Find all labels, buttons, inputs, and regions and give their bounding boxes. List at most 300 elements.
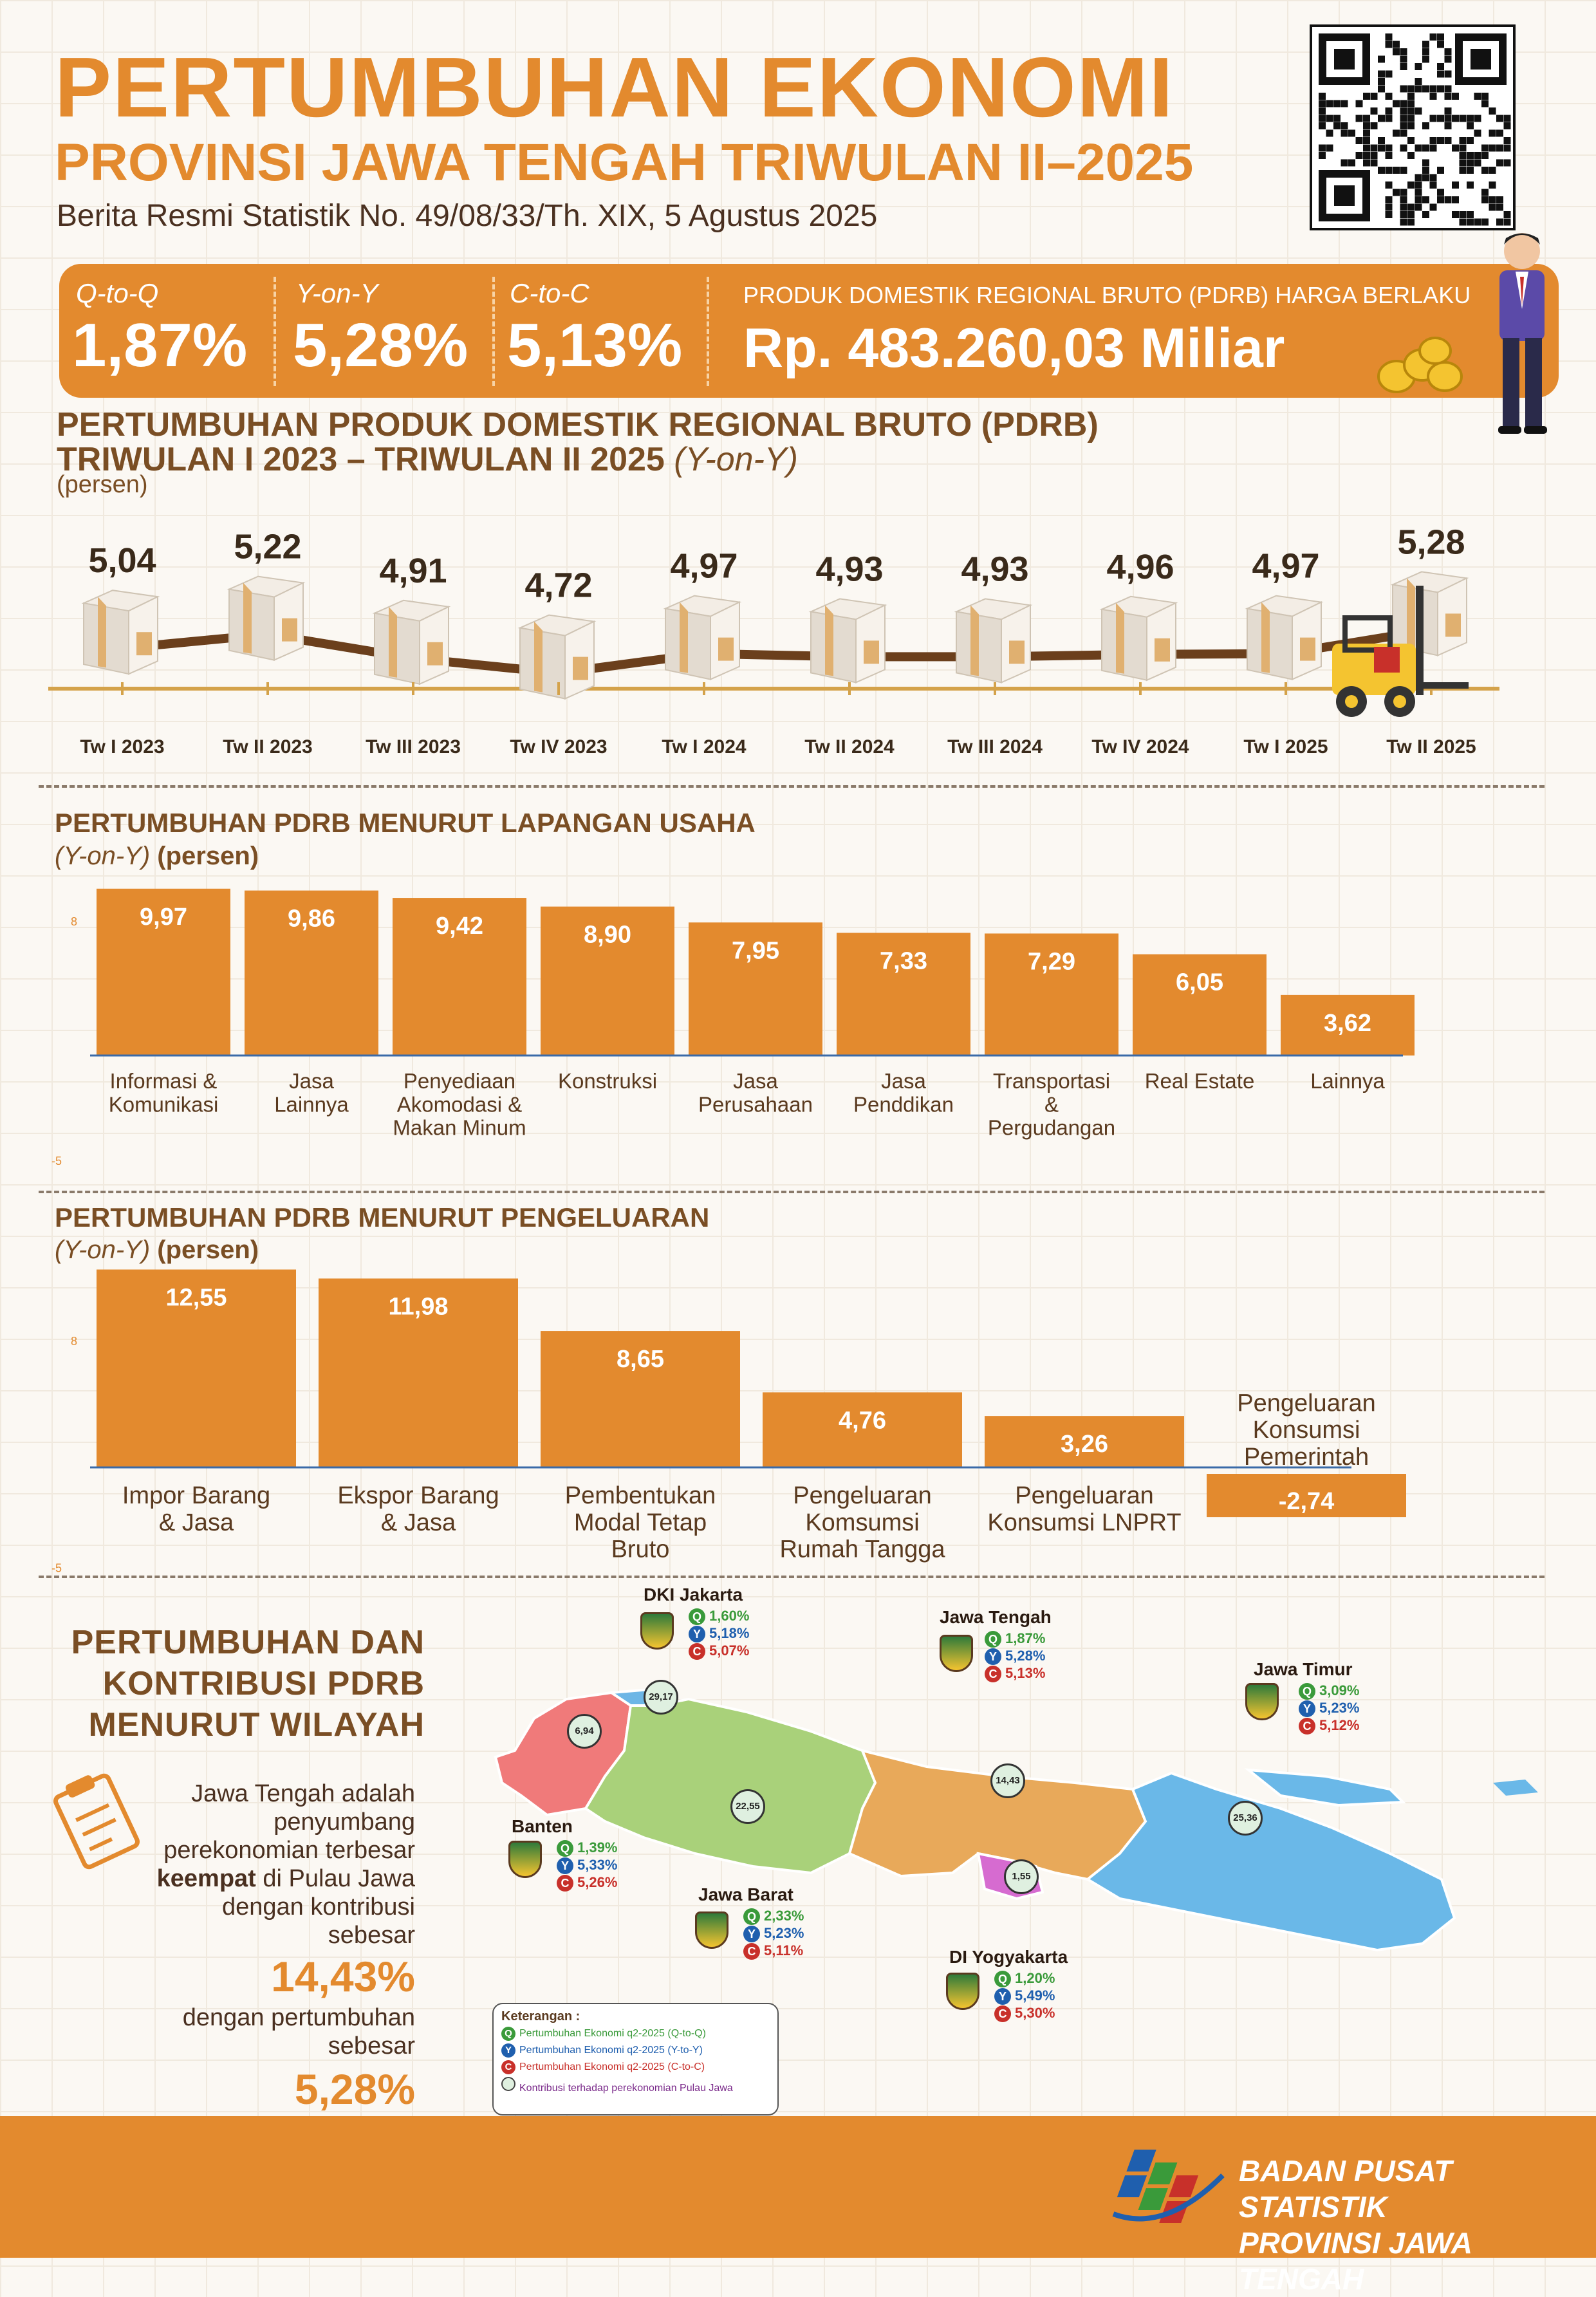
qr-module [1437,63,1444,70]
data-point-box [956,599,1030,682]
share-circle: 22,55 [730,1789,765,1824]
province-info [698,1884,804,1960]
qr-module [1400,63,1407,70]
data-point-box [229,577,303,660]
bar-chart-1-title: PERTUMBUHAN PDRB MENURUT LAPANGAN USAHA [55,808,756,838]
province-q-value: Q 2,33% [743,1908,804,1925]
qr-module [1326,145,1333,152]
province-name: Jawa Barat [698,1884,793,1904]
legend-q-text: Pertumbuhan Ekonomi q2-2025 (Q-to-Q) [519,2028,706,2039]
bar-value-label: 7,95 [732,937,779,965]
province-info [1254,1659,1359,1734]
qr-module [1460,115,1467,122]
qr-module [1430,174,1437,181]
qr-module [1467,211,1474,218]
qr-module [1445,48,1452,55]
qr-module [1430,33,1437,41]
bar-value-label: 6,05 [1176,969,1223,996]
region-title-line: MENURUT WILAYAH [88,1706,425,1744]
bar-value-label: 7,33 [880,947,927,975]
qr-module [1378,56,1385,63]
qr-module [1371,160,1378,167]
qr-module [1445,93,1452,100]
qr-module [1496,145,1503,152]
data-label: 5,22 [234,527,302,566]
bar-value-label: 8,65 [617,1346,664,1373]
qr-module [1378,137,1385,144]
qr-module [1386,93,1393,100]
q-badge-icon: Q [1299,1683,1315,1700]
category-label [122,1482,270,1536]
category-label [1310,1069,1385,1093]
category-label [988,1069,1115,1140]
pdrb-label: PRODUK DOMESTIK REGIONAL BRUTO (PDRB) HARGA BERLAKU [743,282,1471,308]
main-title: PERTUMBUHAN EKONOMI [55,40,1174,135]
qr-module [1363,152,1370,159]
qr-module [1504,145,1511,152]
category-label-line: Bruto [611,1536,670,1563]
data-label: 4,97 [1252,546,1320,586]
data-label: 4,93 [961,550,1029,589]
qr-module [1363,130,1370,137]
pdrb-yoy-line-chart [39,489,1557,772]
category-label [393,1069,526,1140]
province-c-value: C 5,12% [1299,1717,1359,1734]
province-q-value: Q 1,60% [689,1608,749,1625]
qr-module [1460,145,1467,152]
category-label-line: Jasa [881,1069,926,1093]
qr-module [1445,56,1452,63]
qr-module [1356,152,1363,159]
line-chart-title-period: TRIWULAN I 2023 – TRIWULAN II 2025 [57,441,665,478]
qr-module [1496,219,1503,226]
map-island [1493,1780,1538,1796]
category-label-line: & [1044,1092,1059,1117]
qr-module [1481,167,1489,174]
qr-module [1467,160,1474,167]
bar-value-label: 3,26 [1061,1431,1108,1458]
y-badge-icon: Y [689,1626,705,1642]
qr-module [1445,196,1452,203]
qr-module [1371,152,1378,159]
qr-module [1430,115,1437,122]
qr-module [1437,115,1444,122]
data-label: 4,96 [1106,547,1174,586]
qr-module [1481,189,1489,196]
qr-module [1400,130,1407,137]
qr-module [1504,160,1511,167]
map-jawa-barat [586,1699,875,1873]
province-y-value: Y 5,23% [1299,1700,1359,1717]
qr-module [1319,107,1326,115]
qr-module [1400,122,1407,129]
category-label-line: Lainnya [274,1092,349,1117]
footer-line-2: PROVINSI JAWA TENGAH [1239,2226,1472,2296]
qr-module [1356,115,1363,122]
category-label [1237,1390,1376,1471]
qr-module [1496,196,1503,203]
yoy-label: Y-on-Y [296,278,378,308]
qr-module [1445,137,1452,144]
category-label-line: Pengeluaran [1015,1482,1154,1509]
bar-chart-1-subtitle-italic: (Y-on-Y) [55,842,151,870]
province-name: DI Yogyakarta [949,1947,1068,1967]
qr-module [1452,196,1459,203]
qr-module [1489,107,1496,115]
qr-module [1496,204,1503,211]
desc-line [103,1865,415,1893]
share-circle: 6,94 [567,1714,602,1749]
bar-chart-1-subtitle-bold: (persen) [157,842,259,870]
section-divider [39,1576,1545,1578]
qr-module [1326,115,1333,122]
qr-module [1474,130,1481,137]
qr-module [1481,152,1489,159]
qr-module [1348,130,1355,137]
divider [492,277,495,386]
qr-module [1386,204,1393,211]
qr-module [1422,145,1429,152]
qr-module [1481,145,1489,152]
qr-module [1481,93,1489,100]
qr-module [1496,130,1503,137]
category-label-line: Rumah Tangga [779,1536,945,1563]
category-label-line: Jasa [289,1069,334,1093]
qr-module [1481,219,1489,226]
share-circle: 25,36 [1228,1801,1263,1836]
qr-module [1430,145,1437,152]
qr-module [1333,100,1341,107]
qr-module [1437,167,1444,174]
qr-module [1371,145,1378,152]
map-legend [492,2003,779,2116]
province-q-value: Q 1,20% [994,1970,1068,1987]
qr-module [1415,63,1422,70]
qr-module [1319,100,1326,107]
qr-module [1415,107,1422,115]
data-point-box [1393,572,1467,655]
qr-module [1430,86,1437,93]
desc-line: perekonomian terbesar [163,1837,415,1864]
divider [274,277,276,386]
category-label-line: & Jasa [380,1509,456,1536]
qr-module [1333,122,1341,129]
qtq-label: Q-to-Q [76,278,159,308]
category-label [565,1482,716,1563]
qr-module [1407,211,1415,218]
bar-value-label: 9,42 [436,913,483,940]
qr-module [1415,174,1422,181]
province-q-value: Q 1,39% [557,1839,617,1857]
category-label-line: Transportasi [992,1069,1111,1093]
qr-module [1481,196,1489,203]
qr-module [1422,167,1429,174]
desc-line: penyumbang [274,1809,415,1836]
qr-module [1422,56,1429,63]
qr-module [1407,107,1415,115]
province-y-value: Y 5,33% [557,1857,617,1874]
data-point-box [375,600,449,684]
qr-module [1430,137,1437,144]
x-tick-label: Tw I 2023 [80,736,165,758]
qr-module [1407,93,1415,100]
c-badge-icon: C [557,1875,573,1892]
businessman-illustration [1474,225,1570,444]
category-label [109,1069,219,1116]
bar-value-label: 12,55 [165,1284,227,1312]
qr-module [1504,137,1511,144]
data-label: 4,72 [524,566,593,605]
bar-value-label: 9,97 [140,903,187,931]
qr-module [1400,115,1407,122]
legend-c [501,2060,770,2074]
province-y-value: Y 5,23% [743,1925,804,1942]
qr-module [1386,41,1393,48]
x-tick-label: Tw II 2024 [804,736,895,758]
desc-bold: keempat [156,1865,256,1892]
qr-module [1474,160,1481,167]
legend-share [501,2077,770,2094]
category-label [853,1069,954,1116]
data-label: 4,97 [670,546,738,586]
qr-module [1474,93,1481,100]
pdrb-value: Rp. 483.260,03 Miliar [743,317,1285,379]
qr-module [1504,211,1511,218]
category-label [987,1482,1181,1536]
data-point-box [84,590,158,674]
qr-module [1467,115,1474,122]
qr-module [1467,219,1474,226]
category-label-line: Komsumsi [805,1509,920,1536]
qr-module [1407,86,1415,93]
category-label [1145,1069,1255,1093]
qr-module [1393,130,1400,137]
q-badge-icon: Q [689,1608,705,1625]
qr-module [1400,145,1407,152]
y-badge-icon: Y [994,1988,1011,2005]
bar-chart-2-tick-top: 8 [71,1335,78,1348]
bar-chart-2-subtitle-bold: (persen) [157,1236,259,1264]
qr-module [1489,145,1496,152]
qr-module [1467,181,1474,189]
qr-module [1400,219,1407,226]
qr-module [1452,181,1459,189]
bar-value-label: 9,86 [288,905,335,933]
data-label: 4,93 [815,550,884,589]
qr-module [1407,100,1415,107]
category-label-line: Konsumsi LNPRT [987,1509,1182,1536]
x-tick-label: Tw II 2025 [1386,736,1476,758]
bar-value-label: 4,76 [839,1407,886,1435]
category-label-line: Komunikasi [108,1092,219,1117]
qr-module [1415,204,1422,211]
bar-value-label: 11,98 [388,1293,449,1321]
qr-module [1415,86,1422,93]
qr-module [1489,196,1496,203]
category-label [274,1069,349,1116]
province-name: Jawa Tengah [940,1607,1052,1627]
qr-module [1460,219,1467,226]
qr-module [1393,167,1400,174]
qr-module [1415,145,1422,152]
qr-module [1400,204,1407,211]
qr-module [1378,78,1385,85]
region-description [103,1780,415,2118]
data-point-box [520,615,594,699]
qr-module [1319,145,1326,152]
bar-chart-2-tick-bottom: -5 [51,1561,62,1575]
qr-module [1452,115,1459,122]
qr-module [1445,115,1452,122]
province-info [644,1585,749,1660]
bar-value-label: 3,62 [1324,1009,1371,1037]
qr-module [1445,122,1452,129]
c-badge-icon: C [1299,1718,1315,1734]
qr-module [1415,181,1422,189]
y-badge-icon: Y [557,1857,573,1874]
ctc-value: 5,13% [507,311,683,380]
province-c-value: C 5,26% [557,1874,617,1892]
qr-module [1460,152,1467,159]
category-label-line: Akomodasi & [396,1092,523,1117]
qr-module [1504,122,1511,129]
legend-q [501,2027,770,2041]
x-tick-label: Tw IV 2023 [510,736,608,758]
qr-module [1407,122,1415,129]
qr-module [1363,115,1370,122]
qr-module [1386,196,1393,203]
yoy-value: 5,28% [293,311,469,380]
qr-module [1356,100,1363,107]
qr-module [1437,137,1444,144]
qr-module [1363,137,1370,144]
c-badge-icon: C [994,2005,1011,2022]
qr-module [1363,145,1370,152]
qr-module [1496,115,1503,122]
qr-module [1378,167,1385,174]
qr-module [1386,152,1393,159]
desc-line: dengan pertumbuhan [182,2004,415,2031]
share-circle: 29,17 [644,1680,678,1715]
qr-module [1407,152,1415,159]
qr-module [1415,196,1422,203]
qtq-value: 1,87% [72,311,248,380]
qr-module [1467,152,1474,159]
category-label-line: Pergudangan [987,1115,1116,1140]
category-label-line: Impor Barang [122,1482,271,1509]
category-label [337,1482,499,1536]
x-tick-label: Tw II 2023 [223,736,313,758]
qr-module [1437,41,1444,48]
category-label-line: Jasa [733,1069,778,1093]
qr-module [1437,196,1444,203]
province-info [512,1816,617,1892]
qr-module [1386,211,1393,218]
category-label-line: Real Estate [1144,1069,1255,1093]
section-divider [39,1191,1545,1193]
share-circle: 14,43 [990,1763,1025,1798]
bar-chart-1-subtitle [55,842,259,871]
footer-org [1239,2153,1596,2297]
qr-module [1437,33,1444,41]
release-note: Berita Resmi Statistik No. 49/08/33/Th. XIX, 5 Agustus 2025 [57,199,878,233]
qr-module [1386,145,1393,152]
qr-module [1326,130,1333,137]
qr-module [1481,100,1489,107]
qr-module [1415,189,1422,196]
province-y-value: Y 5,49% [994,1987,1068,2005]
qr-code[interactable] [1310,24,1516,230]
desc-line: sebesar [328,2032,415,2060]
bar-value-label: 8,90 [584,921,631,949]
y-badge-icon: Y [985,1648,1001,1665]
bar-chart-2-subtitle-italic: (Y-on-Y) [55,1236,151,1264]
qr-module [1504,219,1511,226]
legend-y-text: Pertumbuhan Ekonomi q2-2025 (Y-to-Y) [519,2045,703,2056]
qr-module [1341,100,1348,107]
qr-module [1422,196,1429,203]
category-label-line: Modal Tetap [573,1509,707,1536]
share-circle-icon [501,2077,515,2091]
qr-module [1393,189,1400,196]
qr-module [1452,211,1459,218]
region-title [51,1622,425,1745]
qr-module [1415,78,1422,85]
y-badge-icon: Y [501,2043,515,2058]
q-badge-icon: Q [501,2027,515,2041]
qr-module [1400,56,1407,63]
qr-module [1393,100,1400,107]
desc-line: sebesar [328,1922,415,1949]
data-label: 4,91 [379,551,447,590]
c-badge-icon: C [743,1943,760,1960]
bar-chart-pengeluaran [0,1268,1596,1577]
desc-after: di Pulau Jawa [263,1865,415,1892]
qr-module [1452,93,1459,100]
qr-module [1400,48,1407,55]
qr-module [1371,107,1378,115]
category-label-line: Ekspor Barang [337,1482,499,1509]
qr-module [1474,115,1481,122]
qr-module [1474,152,1481,159]
qr-module [1363,160,1370,167]
qr-module [1437,71,1444,78]
java-map [476,1660,1583,1995]
qr-module [1319,152,1326,159]
q-badge-icon: Q [557,1840,573,1857]
qr-module [1467,167,1474,174]
qr-module [1430,93,1437,100]
legend-title: Keterangan : [501,2009,580,2023]
category-label-line: Pengeluaran [1237,1390,1376,1417]
data-point-box [1102,597,1176,680]
qr-module [1393,48,1400,55]
region-title-line: KONTRIBUSI PDRB [102,1665,425,1702]
qr-module [1319,122,1326,129]
qr-module [1437,86,1444,93]
qr-module [1371,93,1378,100]
province-info [949,1947,1068,2022]
qr-module [1407,204,1415,211]
qr-module [1489,167,1496,174]
qr-module [1460,167,1467,174]
y-badge-icon: Y [743,1926,760,1942]
q-badge-icon: Q [985,1631,1001,1648]
qr-module [1400,167,1407,174]
qr-module [1378,86,1385,93]
x-tick-label: Tw I 2024 [662,736,747,758]
qr-module [1386,71,1393,78]
